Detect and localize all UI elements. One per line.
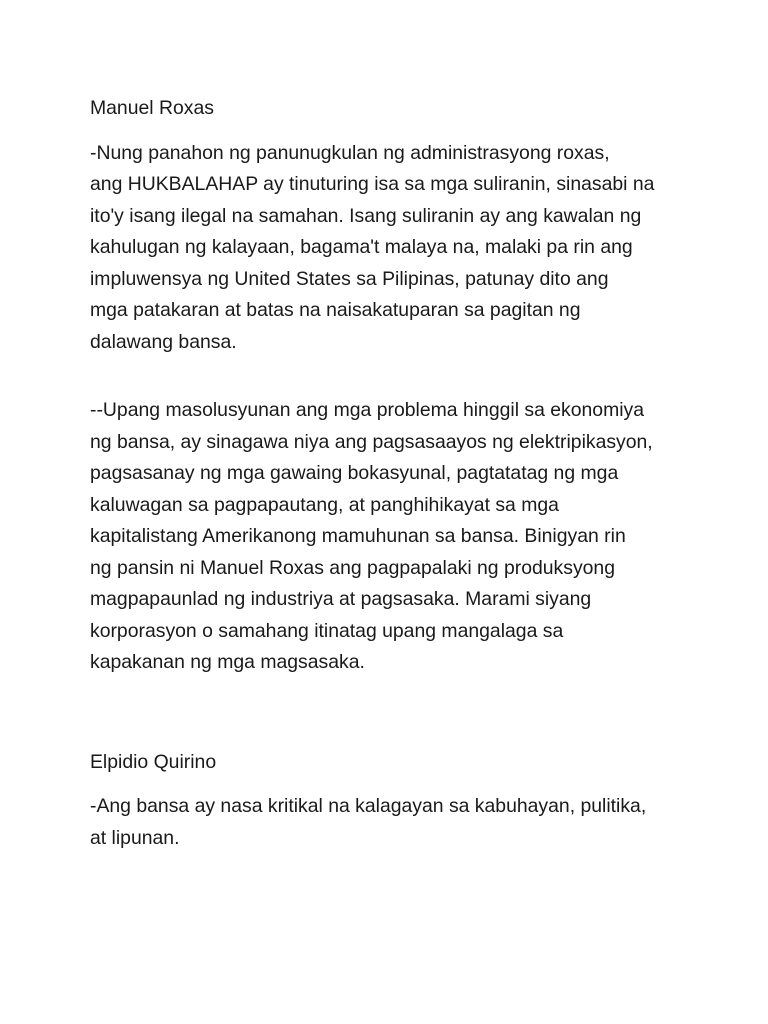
spacer <box>90 679 740 747</box>
document-page <box>90 93 740 854</box>
spacer <box>90 125 740 138</box>
paragraph-roxas-2: --Upang masolusyunan ang mga problema hinggil sa ekonomiya ng bansa, ay sinagawa niya ang pagsasaayos ng elektripikasyon, pagsasanay ng mga gawaing bokasyunal, pagtatatag ng mga kaluwagan sa pagpapautang, at panghihikayat sa mga kapitalistang Amerikanong mamuhunan sa bansa. Binigyan rin ng pansin ni Manuel Roxas ang pagpapalaki ng produksyong magpapaunlad ng industriya at pagsasaka. Marami siyang korporasyon o samahang itinatag upang mangalaga sa kapakanan ng mga magsasaka. <box>90 399 653 673</box>
section-title-manuel-roxas: Manuel Roxas <box>90 97 214 119</box>
spacer <box>90 778 740 791</box>
paragraph-roxas-1: -Nung panahon ng panunugkulan ng administrasyong roxas, ang HUKBALAHAP ay tinuturing isa sa mga suliranin, sinasabi na ito'y isang ilegal na samahan. Isang suliranin ay ang kawalan ng kahulugan ng kalayaan, bagama't malaya na, malaki pa rin ang impluwensya ng United States sa Pilipinas, patunay dito ang mga patakaran at batas na naisakatuparan sa pagitan ng dalawang bansa. <box>90 141 655 353</box>
paragraph-quirino-1: -Ang bansa ay nasa kritikal na kalagayan sa kabuhayan, pulitika, at lipunan. <box>90 795 647 849</box>
spacer <box>90 358 740 395</box>
section-title-elpidio-quirino: Elpidio Quirino <box>90 750 217 773</box>
